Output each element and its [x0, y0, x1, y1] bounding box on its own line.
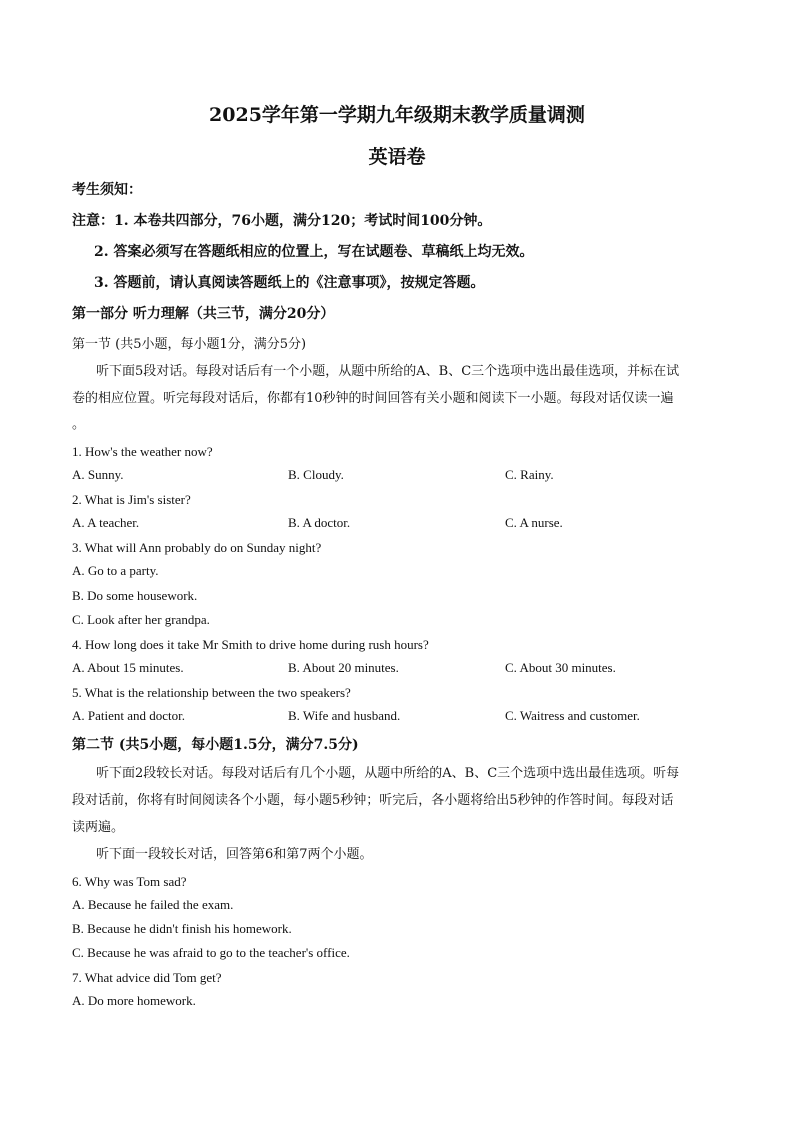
q4-option-c: C. About 30 minutes.	[505, 660, 616, 675]
q6-option-b: B. Because he didn't finish his homework.	[72, 921, 292, 936]
q5-option-c: C. Waitress and customer.	[505, 708, 640, 723]
question-7: 7. What advice did Tom get?	[72, 970, 222, 985]
question-6: 6. Why was Tom sad?	[72, 874, 187, 889]
q6-option-c: C. Because he was afraid to go to the teacher's office.	[72, 945, 350, 960]
question-3: 3. What will Ann probably do on Sunday night?	[72, 540, 322, 555]
notice-item-3: 3. 答题前，请认真阅读答题纸上的《注意事项》，按规定答题。	[94, 275, 485, 291]
q2-option-a: A. A teacher.	[72, 515, 140, 530]
q4-option-b: B. About 20 minutes.	[288, 660, 399, 675]
q3-option-c: C. Look after her grandpa.	[72, 612, 210, 627]
question-1: 1. How's the weather now?	[72, 444, 213, 459]
notice-item-1: 注意：1. 本卷共四部分，76小题，满分120；考试时间100分钟。	[72, 213, 492, 229]
section1-heading: 第一节 (共5小题，每小题1分，满分5分)	[72, 337, 307, 352]
q1-option-b: B. Cloudy.	[288, 467, 344, 482]
section2-instructions-3: 读两遍。	[72, 820, 125, 835]
exam-title: 2025学年第一学期九年级期末教学质量调测	[209, 104, 585, 126]
section1-instructions-3: 。	[72, 417, 86, 432]
section2-instructions-1: 听下面2段较长对话。每段对话后有几个小题，从题中所给的A、B、C三个选项中选出最佳选项。听每	[96, 766, 680, 781]
question-2: 2. What is Jim's sister?	[72, 492, 191, 507]
q3-option-b: B. Do some housework.	[72, 588, 198, 603]
notice-item-2: 2. 答案必须写在答题纸相应的位置上，写在试题卷、草稿纸上均无效。	[94, 244, 534, 260]
section2-lead: 听下面一段较长对话，回答第6和第7两个小题。	[96, 847, 373, 862]
q2-option-b: B. A doctor.	[288, 515, 351, 530]
q5-option-a: A. Patient and doctor.	[72, 708, 186, 723]
q1-option-a: A. Sunny.	[72, 467, 124, 482]
q4-option-a: A. About 15 minutes.	[72, 660, 184, 675]
q3-option-a: A. Go to a party.	[72, 563, 159, 578]
section2-heading: 第二节 (共5小题，每小题1.5分，满分7.5分)	[72, 737, 359, 753]
exam-subtitle: 英语卷	[368, 146, 426, 168]
q2-option-c: C. A nurse.	[505, 515, 563, 530]
section1-instructions-2: 卷的相应位置。听完每段对话后，你都有10秒钟的时间回答有关小题和阅读下一小题。每段对话仅读一遍	[72, 391, 674, 406]
part1-heading: 第一部分 听力理解（共三节，满分20分）	[72, 306, 335, 322]
q7-option-a: A. Do more homework.	[72, 993, 196, 1008]
section1-instructions-1: 听下面5段对话。每段对话后有一个小题，从题中所给的A、B、C三个选项中选出最佳选项，并标在试	[96, 364, 680, 379]
notice-heading: 考生须知：	[72, 182, 142, 198]
question-5: 5. What is the relationship between the two speakers?	[72, 685, 351, 700]
section2-instructions-2: 段对话前，你将有时间阅读各个小题，每小题5秒钟；听完后，各小题将给出5秒钟的作答时间。每段对话	[72, 793, 674, 808]
question-4: 4. How long does it take Mr Smith to drive home during rush hours?	[72, 637, 429, 652]
q5-option-b: B. Wife and husband.	[288, 708, 401, 723]
q6-option-a: A. Because he failed the exam.	[72, 897, 234, 912]
q1-option-c: C. Rainy.	[505, 467, 554, 482]
